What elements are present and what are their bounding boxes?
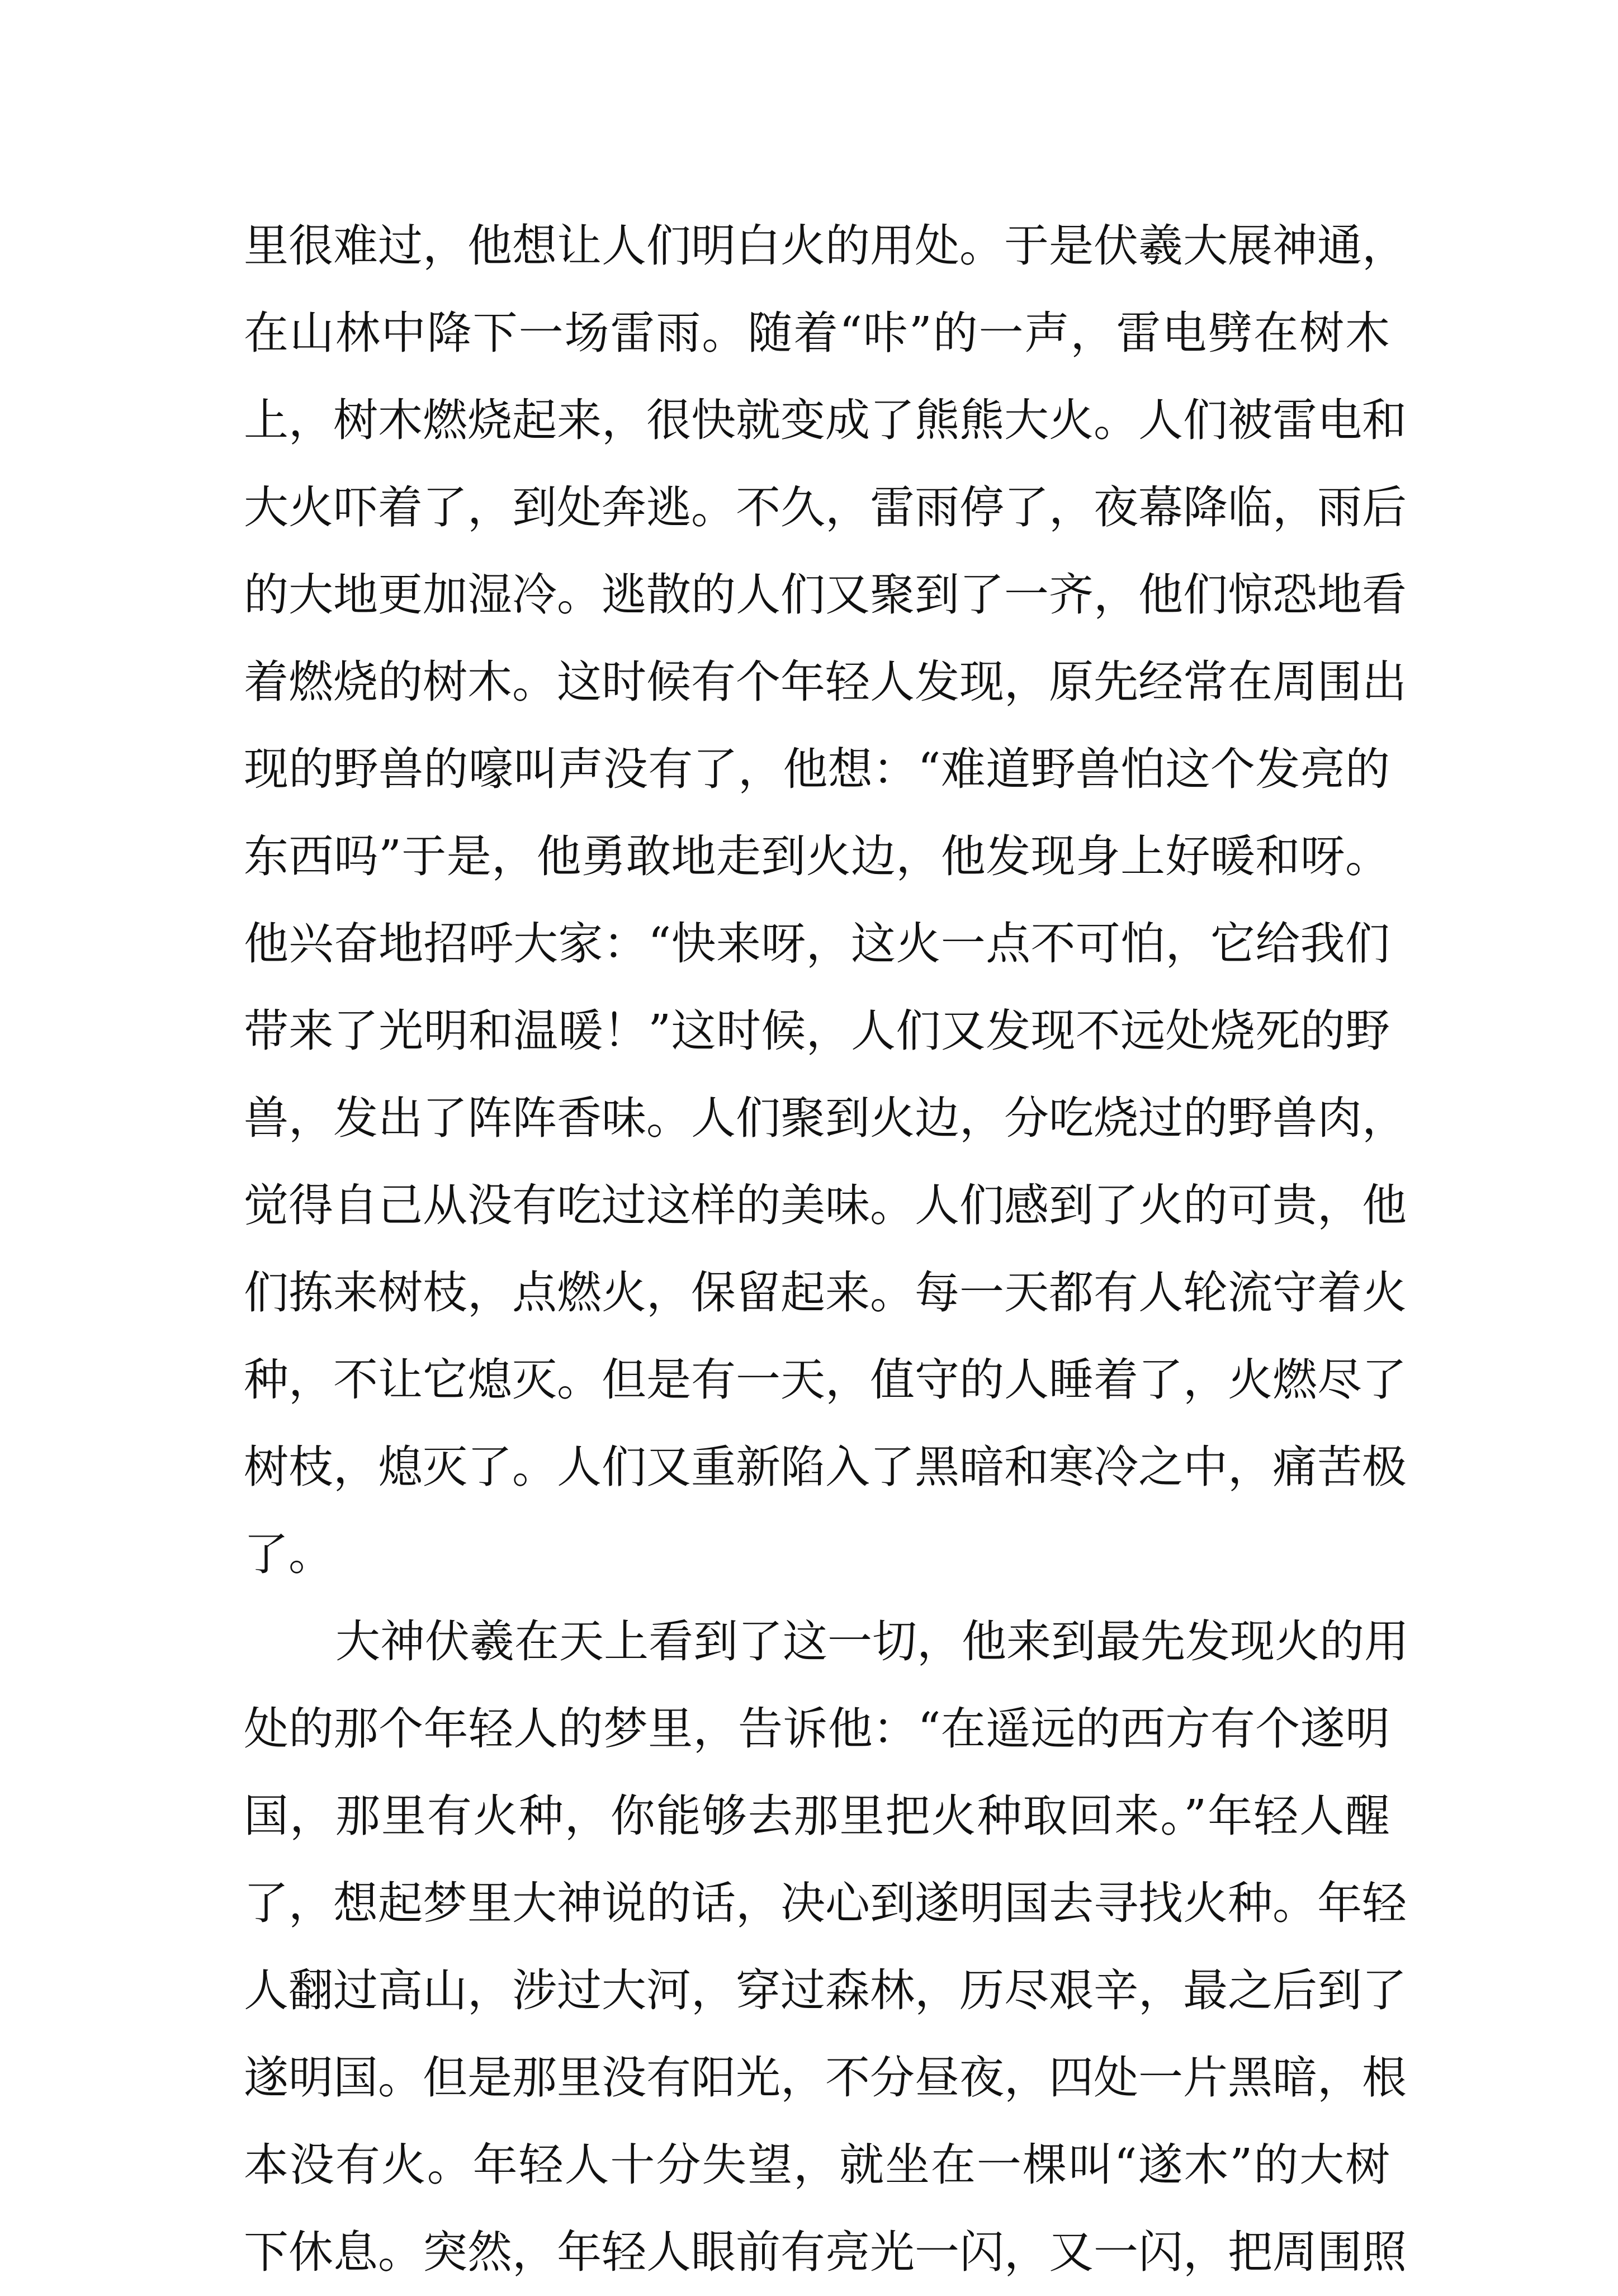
text-line: 兽，发出了阵阵香味。人们聚到火边，分吃烧过的野兽肉，: [244, 1092, 1407, 1144]
text-line: 现的野兽的嚎叫声没有了，他想：“难道野兽怕这个发亮的: [244, 743, 1390, 795]
text-line: 里很难过，他想让人们明白火的用处。于是伏羲大展神通，: [244, 220, 1407, 272]
text-line: 大火吓着了，到处奔逃。不久，雷雨停了，夜幕降临，雨后: [244, 481, 1407, 533]
document-body-text: [244, 202, 1409, 2296]
text-line: 下休息。突然，年轻人眼前有亮光一闪，又一闪，把周围照: [244, 2226, 1407, 2278]
text-line: 的大地更加湿冷。逃散的人们又聚到了一齐，他们惊恐地看: [244, 569, 1407, 621]
text-line: 树枝，熄灭了。人们又重新陷入了黑暗和寒冷之中，痛苦极: [244, 1441, 1407, 1493]
text-line: 本没有火。年轻人十分失望，就坐在一棵叫“遂木”的大树: [244, 2139, 1390, 2191]
text-line: 东西吗”于是，他勇敢地走到火边，他发现身上好暖和呀。: [244, 830, 1390, 882]
text-line: 国，那里有火种，你能够去那里把火种取回来。”年轻人醒: [244, 1790, 1390, 1842]
text-line: 上，树木燃烧起来，很快就变成了熊熊大火。人们被雷电和: [244, 394, 1407, 446]
paragraph-start-line: 大神伏羲在天上看到了这一切，他来到最先发现火的用: [335, 1615, 1409, 1667]
text-line: 们拣来树枝，点燃火，保留起来。每一天都有人轮流守着火: [244, 1267, 1407, 1319]
text-line: 了，想起梦里大神说的话，决心到遂明国去寻找火种。年轻: [244, 1877, 1407, 1929]
text-line: 觉得自己从没有吃过这样的美味。人们感到了火的可贵，他: [244, 1179, 1407, 1231]
text-line: 带来了光明和温暖！”这时候，人们又发现不远处烧死的野: [244, 1005, 1390, 1057]
text-line: 处的那个年轻人的梦里，告诉他：“在遥远的西方有个遂明: [244, 1703, 1390, 1755]
text-line: 在山林中降下一场雷雨。随着“咔”的一声，雷电劈在树木: [244, 307, 1390, 359]
paragraph-end-line: 了。: [244, 1528, 333, 1580]
text-line: 他兴奋地招呼大家：“快来呀，这火一点不可怕，它给我们: [244, 918, 1390, 970]
text-line: 人翻过高山，涉过大河，穿过森林，历尽艰辛，最之后到了: [244, 1964, 1407, 2016]
text-line: 种，不让它熄灭。但是有一天，值守的人睡着了，火燃尽了: [244, 1354, 1407, 1406]
text-line: 遂明国。但是那里没有阳光，不分昼夜，四处一片黑暗，根: [244, 2052, 1407, 2104]
text-line: 着燃烧的树木。这时候有个年轻人发现，原先经常在周围出: [244, 656, 1407, 708]
